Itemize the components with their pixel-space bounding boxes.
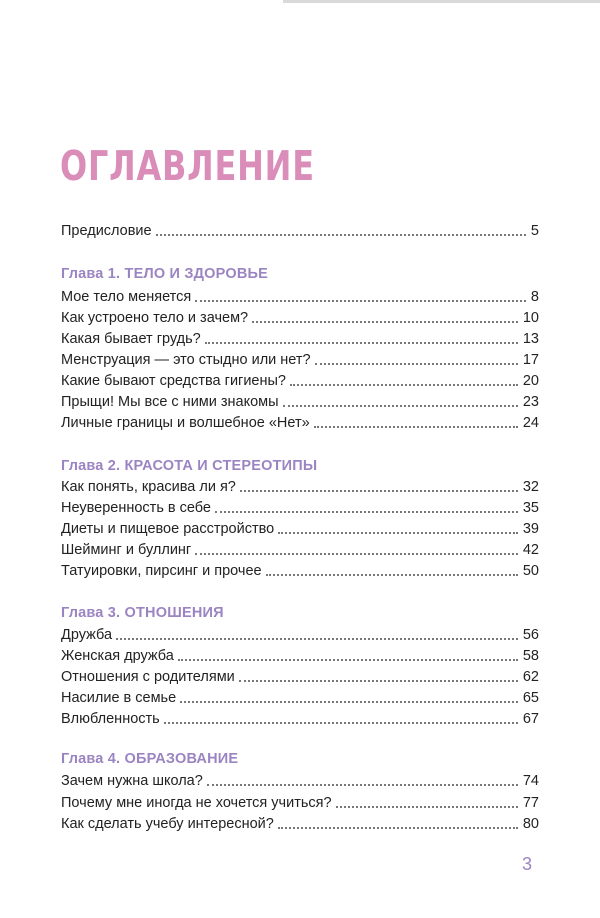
toc-entry[interactable] [61, 476, 539, 496]
toc-entry-title: Предисловие [61, 223, 152, 239]
dot-leader [315, 362, 518, 365]
toc-entry[interactable] [61, 666, 539, 686]
toc-entry-title: Шейминг и буллинг [61, 542, 192, 558]
toc-entry-page: 35 [522, 500, 539, 516]
toc-entry-page: 32 [522, 479, 539, 495]
toc-entry-title: Какая бывает грудь? [61, 331, 201, 347]
toc-entry-title: Как устроено тело и зачем? [61, 310, 249, 326]
dot-leader [195, 299, 526, 302]
toc-entry-page: 23 [522, 394, 539, 410]
toc-entry-title: Неуверенность в себе [61, 500, 211, 516]
toc-entry-page: 24 [522, 415, 539, 431]
dot-leader [205, 341, 518, 344]
toc-entry-title: Дружба [61, 627, 113, 643]
toc-entry-title: Почему мне иногда не хочется учиться? [61, 795, 332, 811]
chapter-heading-3[interactable]: Глава 3. ОТНОШЕНИЯ [61, 605, 224, 621]
toc-entry[interactable] [61, 328, 539, 348]
toc-entry-title: Мое тело меняется [61, 289, 192, 305]
toc-entry[interactable] [61, 518, 539, 538]
dot-leader [207, 783, 518, 786]
toc-entry-title: Как сделать учебу интересной? [61, 816, 274, 832]
toc-entry-page: 17 [522, 352, 539, 368]
chapter-heading-4[interactable]: Глава 4. ОБРАЗОВАНИЕ [61, 751, 239, 767]
toc-entry-preface[interactable] [61, 220, 539, 240]
toc-entry-page: 62 [522, 669, 539, 685]
toc-entry[interactable] [61, 687, 539, 707]
toc-entry-page: 50 [522, 563, 539, 579]
toc-entry-page: 65 [522, 690, 539, 706]
page-title: ОГЛАВЛЕНИЕ [60, 142, 315, 190]
dot-leader [195, 552, 518, 555]
toc-entry-title: Влюбленность [61, 711, 160, 727]
dot-leader [336, 805, 518, 808]
toc-entry[interactable] [61, 349, 539, 369]
dot-leader [290, 383, 518, 386]
toc-entry[interactable] [61, 497, 539, 517]
toc-entry-page: 56 [522, 627, 539, 643]
toc-entry-page: 20 [522, 373, 539, 389]
toc-entry-page: 80 [522, 816, 539, 832]
toc-entry[interactable] [61, 624, 539, 644]
toc-entry-page: 39 [522, 521, 539, 537]
dot-leader [180, 700, 518, 703]
dot-leader [178, 658, 518, 661]
page-top-edge [283, 0, 600, 3]
toc-entry[interactable] [61, 307, 539, 327]
toc-entry-title: Как понять, красива ли я? [61, 479, 236, 495]
toc-entry-page: 13 [522, 331, 539, 347]
toc-entry-title: Какие бывают средства гигиены? [61, 373, 286, 389]
toc-entry[interactable] [61, 645, 539, 665]
chapter-heading-2[interactable]: Глава 2. КРАСОТА И СТЕРЕОТИПЫ [61, 458, 318, 474]
dot-leader [283, 404, 518, 407]
toc-entry-title: Насилие в семье [61, 690, 177, 706]
toc-entry-page: 74 [522, 773, 539, 789]
toc-entry-title: Диеты и пищевое расстройство [61, 521, 275, 537]
toc-entry[interactable] [61, 813, 539, 833]
dot-leader [239, 679, 518, 682]
toc-entry[interactable] [61, 770, 539, 790]
dot-leader [278, 826, 518, 829]
toc-entry-page: 10 [522, 310, 539, 326]
dot-leader [252, 320, 518, 323]
toc-entry[interactable] [61, 286, 539, 306]
dot-leader [116, 637, 518, 640]
dot-leader [314, 425, 518, 428]
toc-entry[interactable] [61, 539, 539, 559]
chapter-heading-1[interactable]: Глава 1. ТЕЛО И ЗДОРОВЬЕ [61, 266, 268, 282]
toc-entry-page: 5 [530, 223, 539, 239]
toc-entry-title: Женская дружба [61, 648, 174, 664]
toc-entry-title: Татуировки, пирсинг и прочее [61, 563, 262, 579]
toc-entry-page: 8 [530, 289, 539, 305]
dot-leader [156, 233, 526, 236]
toc-entry[interactable] [61, 792, 539, 812]
toc-entry[interactable] [61, 412, 539, 432]
toc-entry-page: 77 [522, 795, 539, 811]
toc-entry-page: 58 [522, 648, 539, 664]
page-number: 3 [522, 854, 533, 874]
toc-entry[interactable] [61, 560, 539, 580]
toc-entry-title: Менструация — это стыдно или нет? [61, 352, 311, 368]
toc-entry-page: 67 [522, 711, 539, 727]
toc-entry-title: Личные границы и волшебное «Нет» [61, 415, 310, 431]
toc-entry-title: Отношения с родителями [61, 669, 235, 685]
dot-leader [215, 510, 518, 513]
toc-entry-page: 42 [522, 542, 539, 558]
dot-leader [164, 721, 518, 724]
toc-entry-title: Прыщи! Мы все с ними знакомы [61, 394, 279, 410]
toc-entry[interactable] [61, 391, 539, 411]
dot-leader [278, 531, 518, 534]
dot-leader [240, 489, 518, 492]
toc-entry-title: Зачем нужна школа? [61, 773, 203, 789]
toc-entry[interactable] [61, 370, 539, 390]
dot-leader [266, 573, 518, 576]
toc-entry[interactable] [61, 708, 539, 728]
